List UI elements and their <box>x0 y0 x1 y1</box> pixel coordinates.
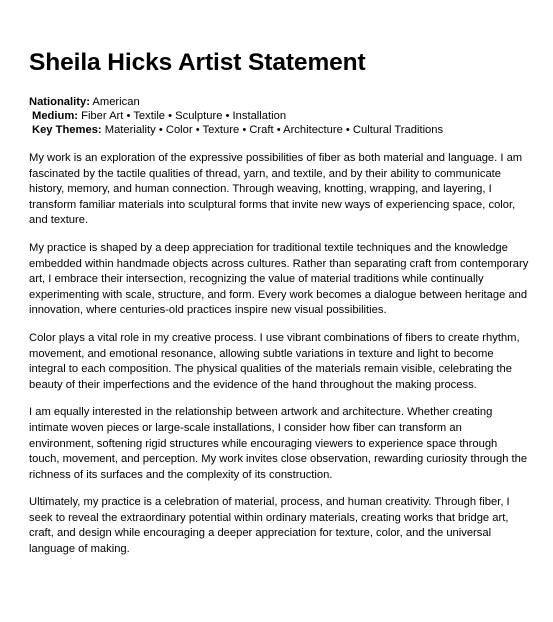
metadata-block <box>29 95 443 137</box>
paragraph-2: My practice is shaped by a deep appreciation for traditional textile techniques and the knowledge embedded within handmade objects across cultures. Rather than separating craft from contemporary art, I embrace their intersection, recognizing the value of material traditions while continually experimenting with scale, structure, and form. Every work becomes a dialogue between heritage and innovation, where centuries-old practices inspire new visual possibilities. <box>29 241 529 317</box>
paragraph-4: I am equally interested in the relationship between artwork and architecture. Whether creating intimate woven pieces or large-scale installations, I consider how fiber can transform an environment, softening rigid structures while encouraging viewers to experience space through touch, movement, and perception. My work invites close observation, rewarding curiosity through the richness of its surfaces and the complexity of its construction. <box>29 406 528 481</box>
metadata-key-themes <box>29 123 443 137</box>
metadata-value: Fiber Art • Textile • Sculpture • Installation <box>81 110 287 122</box>
paragraph-1: My work is an exploration of the expressive possibilities of fiber as both material and language. I am fascinated by the tactile qualities of thread, yarn, and textile, and by their ability to communicate history, memory, and human connection. Through weaving, knotting, wrapping, and layering, I transform familiar materials into sculptural forms that invite new ways of experiencing space, color, and texture. <box>29 152 523 227</box>
statement-body <box>29 151 529 570</box>
metadata-label: Medium: <box>32 110 78 122</box>
document-title: Sheila Hicks Artist Statement <box>29 49 366 76</box>
metadata-value: Materiality • Color • Texture • Craft • Architecture • Cultural Traditions <box>104 124 444 136</box>
metadata-nationality <box>29 95 443 109</box>
paragraph-5: Ultimately, my practice is a celebration of material, process, and human creativity. Through fiber, I seek to reveal the extraordinary potential within ordinary materials, creating works that bridge art, craft, and design while encouraging a deeper appreciation for texture, color, and the universal language of making. <box>29 496 510 556</box>
metadata-label: Nationality: <box>29 96 90 108</box>
metadata-medium <box>29 109 443 123</box>
paragraph-3: Color plays a vital role in my creative process. I use vibrant combinations of fibers to create rhythm, movement, and emotional resonance, allowing subtle variations in texture and light to become integral to each composition. The physical qualities of the materials remain visible, celebrating the beauty of their imperfections and the evidence of the hand throughout the making process. <box>29 331 520 391</box>
metadata-label: Key Themes: <box>32 124 102 136</box>
metadata-value: American <box>92 96 140 108</box>
